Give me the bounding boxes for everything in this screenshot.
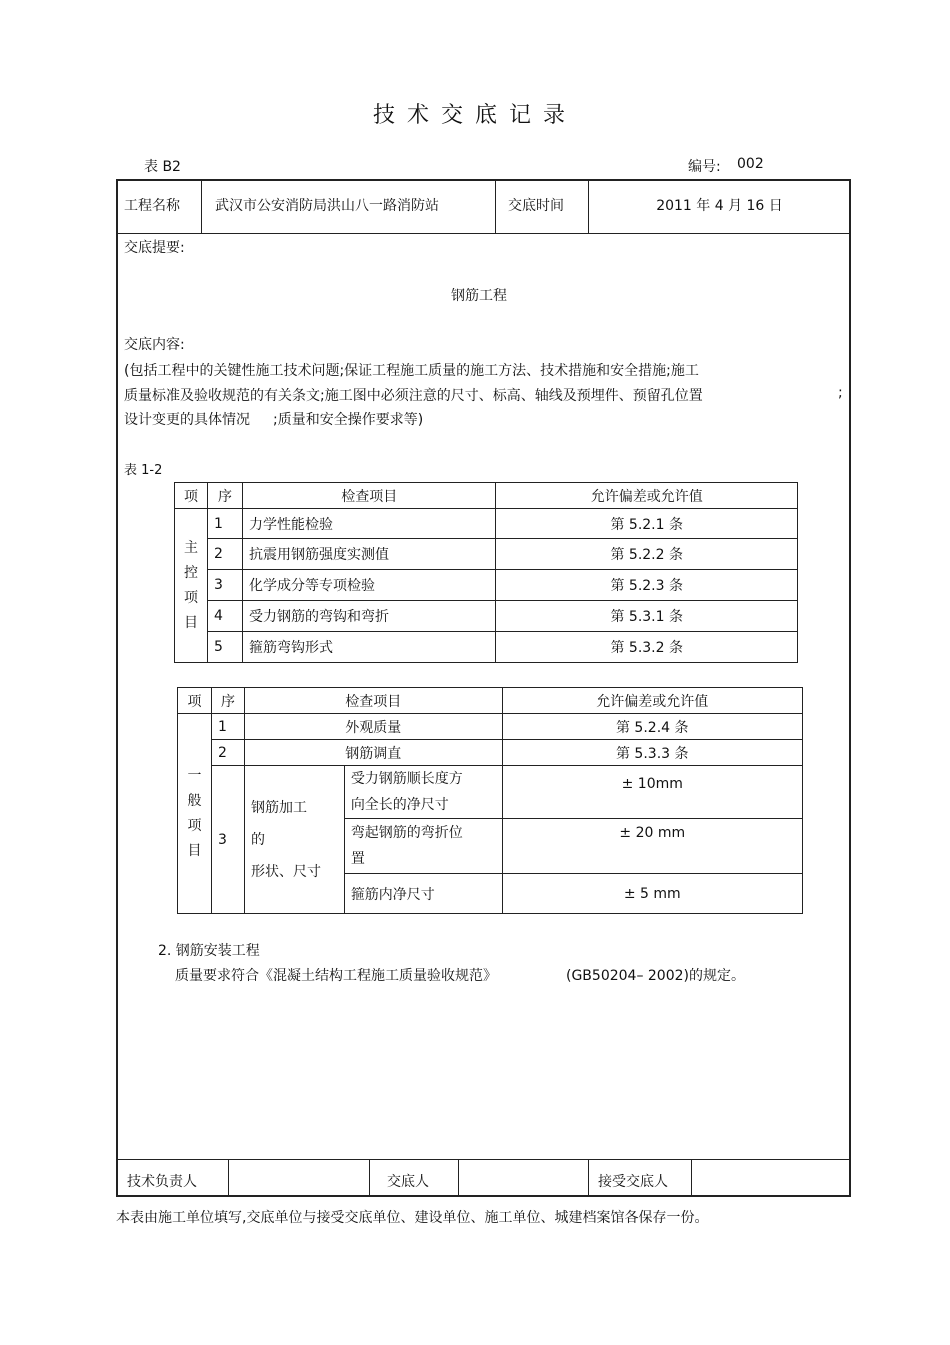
header-item: 项 [175, 483, 208, 509]
content-label: 交底内容: [124, 337, 185, 353]
row-item: 外观质量 [244, 714, 502, 740]
table-row [178, 714, 803, 740]
header-check-item: 检查项目 [242, 483, 496, 509]
content-line-1: (包括工程中的关键性施工技术问题;保证工程施工质量的施工方法、技术措施和安全措施;施工 [124, 363, 699, 379]
row-no: 2 [211, 740, 244, 766]
row-value: 第 5.2.1 条 [496, 509, 798, 539]
table-row [175, 632, 798, 663]
row-value: 第 5.3.3 条 [502, 740, 802, 766]
general-items-table [177, 687, 803, 914]
sub-value: ± 20 mm [502, 819, 802, 874]
project-name-value: 武汉市公安消防局洪山八一路消防站 [215, 198, 439, 214]
install-code: (GB50204– 2002)的规定。 [566, 968, 745, 984]
row-value: 第 5.2.4 条 [502, 714, 802, 740]
header-item: 项 [178, 688, 212, 714]
table-row [175, 509, 798, 539]
info-col-divider-1 [201, 179, 202, 233]
sub-value: ± 10mm [502, 766, 802, 819]
project-name-label: 工程名称 [124, 198, 180, 214]
receiver-label: 接受交底人 [598, 1174, 668, 1190]
footer-col-divider-3 [458, 1159, 459, 1197]
row-no: 1 [211, 714, 244, 740]
row-item: 力学性能检验 [242, 509, 496, 539]
row-item: 抗震用钢筋强度实测值 [242, 539, 496, 570]
footer-col-divider-1 [228, 1159, 229, 1197]
footer-col-divider-4 [588, 1159, 589, 1197]
header-no: 序 [211, 688, 244, 714]
content-line-3b: ;质量和安全操作要求等) [273, 412, 424, 428]
sub-item: 弯起钢筋的弯折位 置 [344, 819, 502, 874]
page-title: 技术交底记录 [372, 103, 577, 128]
form-code: 表 B2 [144, 159, 181, 175]
table-row [175, 601, 798, 632]
row-no: 3 [207, 570, 242, 601]
main-control-table [174, 482, 798, 663]
row-no: 5 [207, 632, 242, 663]
footer-divider [116, 1159, 851, 1160]
summary-label: 交底提要: [124, 240, 185, 256]
table-header-row [175, 483, 798, 509]
content-line-2: 质量标准及验收规范的有关条文;施工图中必须注意的尺寸、标高、轴线及预埋件、预留孔位置 [124, 388, 703, 404]
install-text: 质量要求符合《混凝土结构工程施工质量验收规范》 [175, 968, 497, 984]
content-line-2-end: ; [838, 385, 843, 401]
group-general: 一 般 项 目 [178, 714, 212, 914]
sub-item: 箍筋内净尺寸 [344, 874, 502, 914]
disclosure-time-label: 交底时间 [508, 198, 564, 214]
footer-note: 本表由施工单位填写,交底单位与接受交底单位、建设单位、施工单位、城建档案馆各保存一份。 [116, 1210, 709, 1226]
table-row [178, 766, 803, 819]
row-value: 第 5.2.3 条 [496, 570, 798, 601]
sub-value: ± 5 mm [502, 874, 802, 914]
row-value: 第 5.3.1 条 [496, 601, 798, 632]
content-line-3a: 设计变更的具体情况 [124, 412, 250, 428]
row-no: 1 [207, 509, 242, 539]
disclosure-time-value: 2011 年 4 月 16 日 [656, 198, 783, 214]
install-heading: 2. 钢筋安装工程 [158, 943, 260, 959]
info-col-divider-2 [495, 179, 496, 233]
discloser-label: 交底人 [387, 1174, 429, 1190]
serial-label: 编号: [688, 159, 721, 175]
row-no: 3 [211, 766, 244, 914]
table-header-row [178, 688, 803, 714]
footer-col-divider-2 [369, 1159, 370, 1197]
sub-item: 受力钢筋顺长度方 向全长的净尺寸 [344, 766, 502, 819]
serial-value: 002 [737, 156, 764, 172]
header-check-item: 检查项目 [244, 688, 502, 714]
row-value: 第 5.2.2 条 [496, 539, 798, 570]
group-main-control: 主 控 项 目 [175, 509, 208, 663]
info-row-divider [116, 233, 851, 234]
tech-lead-label: 技术负责人 [127, 1174, 197, 1190]
row-item: 受力钢筋的弯钩和弯折 [242, 601, 496, 632]
row-value: 第 5.3.2 条 [496, 632, 798, 663]
header-no: 序 [207, 483, 242, 509]
row-no: 4 [207, 601, 242, 632]
table-row [175, 539, 798, 570]
row-item: 化学成分等专项检验 [242, 570, 496, 601]
summary-subject: 钢筋工程 [451, 288, 507, 304]
row-no: 2 [207, 539, 242, 570]
footer-col-divider-5 [691, 1159, 692, 1197]
table-row [175, 570, 798, 601]
header-tolerance: 允许偏差或允许值 [496, 483, 798, 509]
row-item: 钢筋调直 [244, 740, 502, 766]
row-item: 箍筋弯钩形式 [242, 632, 496, 663]
header-tolerance: 允许偏差或允许值 [502, 688, 802, 714]
table-1-label: 表 1-2 [124, 463, 163, 478]
row-category: 钢筋加工 的 形状、尺寸 [244, 766, 344, 914]
table-row [178, 740, 803, 766]
